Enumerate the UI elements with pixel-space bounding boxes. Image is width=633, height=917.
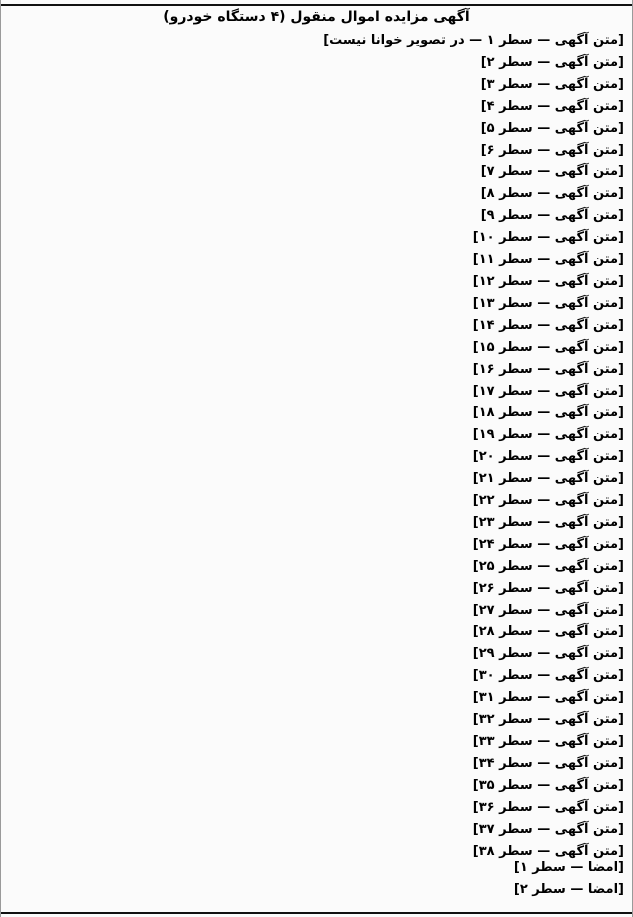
notice-body-line: [متن آگهی — سطر ۳۸]: [472, 843, 624, 859]
notice-body-line: [متن آگهی — سطر ۷]: [480, 164, 624, 180]
notice-body-line: [متن آگهی — سطر ۳۱]: [472, 690, 624, 706]
notice-body-line: [متن آگهی — سطر ۲۰]: [472, 449, 624, 465]
notice-body-line: [متن آگهی — سطر ۲۵]: [472, 558, 624, 574]
notice-title: آگهی مزایده اموال منقول (۴ دستگاه خودرو): [163, 9, 470, 25]
notice-body-line: [متن آگهی — سطر ۳۷]: [472, 821, 624, 837]
signature-line: [امضا — سطر ۱]: [513, 860, 624, 875]
notice-body-line: [متن آگهی — سطر ۱۰]: [472, 230, 624, 246]
notice-body-line: [متن آگهی — سطر ۳۳]: [472, 734, 624, 749]
bottom-rule: [1, 912, 632, 914]
notice-body-line: [متن آگهی — سطر ۳۶]: [472, 799, 624, 815]
notice-body-line: [متن آگهی — سطر ۳]: [480, 76, 624, 92]
notice-body-line: [متن آگهی — سطر ۲۶]: [472, 580, 624, 596]
notice-body-line: [متن آگهی — سطر ۱۲]: [472, 273, 624, 289]
notice-body-line: [متن آگهی — سطر ۲۱]: [472, 471, 624, 487]
notice-body-line: [متن آگهی — سطر ۱۳]: [472, 295, 624, 311]
notice-signature: [9, 857, 624, 901]
notice-body-line: [متن آگهی — سطر ۱۶]: [472, 361, 624, 377]
notice-body-line: [متن آگهی — سطر ۲]: [480, 54, 624, 70]
notice-body-line: [متن آگهی — سطر ۸]: [480, 186, 624, 202]
notice-body-line: [متن آگهی — سطر ۱۸]: [472, 405, 624, 421]
notice-body-line: [متن آگهی — سطر ۱۹]: [472, 427, 624, 443]
notice-body-line: [متن آگهی — سطر ۴]: [480, 98, 624, 114]
notice-body-line: [متن آگهی — سطر ۹]: [480, 208, 624, 224]
notice-body-line: [متن آگهی — سطر ۳۵]: [472, 777, 624, 793]
notice-body-line: [متن آگهی — سطر ۱۵]: [472, 339, 624, 355]
notice-body-line: [متن آگهی — سطر ۱۴]: [472, 317, 624, 333]
notice-body-line: [متن آگهی — سطر ۲۲]: [472, 493, 624, 509]
notice-body: [9, 30, 624, 862]
notice-body-line: [متن آگهی — سطر ۳۰]: [472, 668, 624, 684]
notice-body-line: [متن آگهی — سطر ۲۷]: [472, 602, 624, 618]
top-rule: [1, 4, 632, 6]
signature-line: [امضا — سطر ۲]: [513, 881, 624, 897]
notice-body-line: [متن آگهی — سطر ۱ — در تصویر خوانا نیست]: [323, 33, 624, 48]
notice-body-line: [متن آگهی — سطر ۲۹]: [472, 646, 624, 662]
notice-body-line: [متن آگهی — سطر ۲۳]: [472, 514, 624, 530]
notice-body-line: [متن آگهی — سطر ۱۷]: [472, 383, 624, 399]
notice-body-line: [متن آگهی — سطر ۳۴]: [472, 755, 624, 771]
notice-body-line: [متن آگهی — سطر ۵]: [480, 120, 624, 136]
notice-body-line: [متن آگهی — سطر ۱۱]: [472, 252, 624, 268]
notice-body-line: [متن آگهی — سطر ۳۲]: [472, 712, 624, 728]
notice-body-line: [متن آگهی — سطر ۶]: [480, 142, 624, 158]
notice-body-line: [متن آگهی — سطر ۲۴]: [472, 536, 624, 552]
notice-body-line: [متن آگهی — سطر ۲۸]: [472, 624, 624, 640]
